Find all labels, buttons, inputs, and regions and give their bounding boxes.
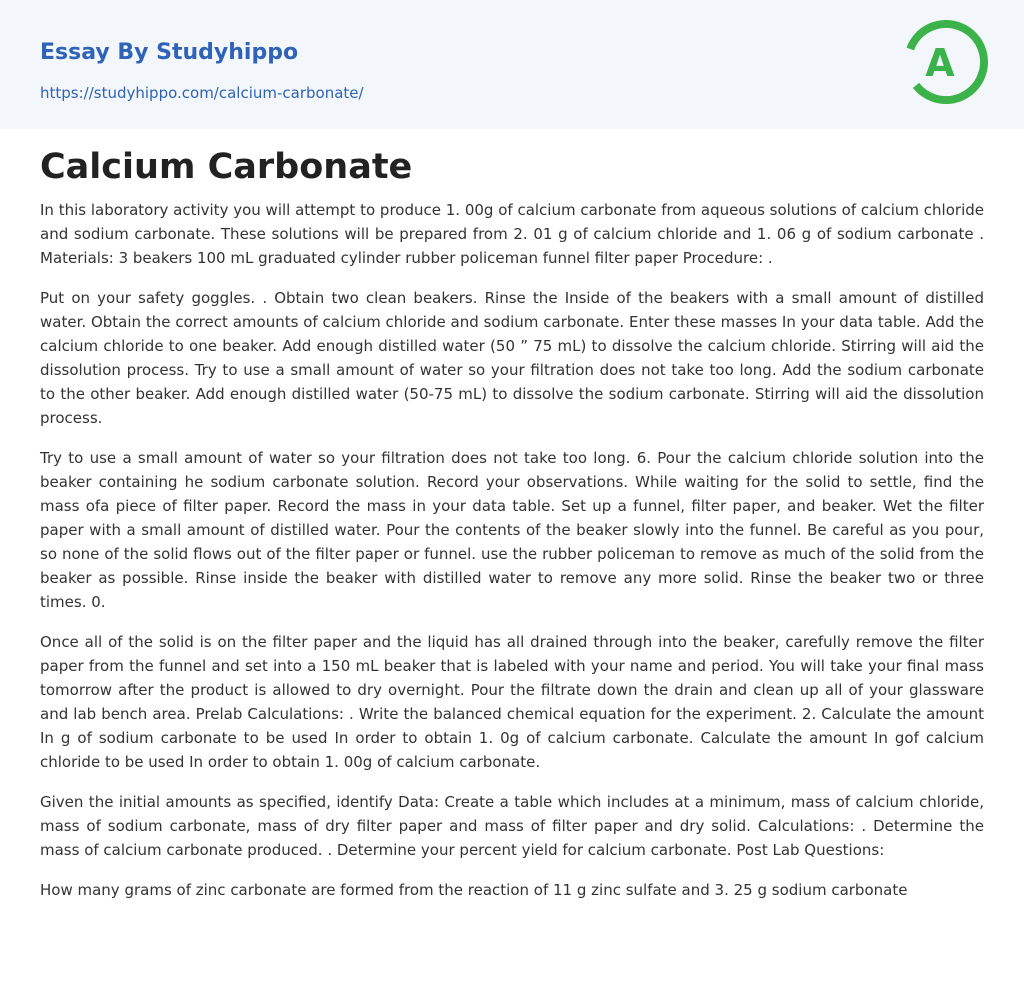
article-paragraph: Try to use a small amount of water so your filtration does not take too long. 6. Pour the calcium chloride solution into the beaker containing he sodium carbonate solution. Record your observations. While waiting for the solid to settle, find the mass ofa piece of filter paper. Record the mass in your data table. Set up a funnel, filter paper, and beaker. Wet the filter paper with a small amount of distilled water. Pour the contents of the beaker slowly into the funnel. Be careful as you pour, so none of the solid flows out of the filter paper or funnel. use the rubber policeman to remove as much of the solid from the beaker as possible. Rinse inside the beaker with distilled water to remove any more solid. Rinse the beaker two or three times. 0.: [40, 449, 984, 611]
studyhippo-logo[interactable]: [898, 14, 994, 110]
article-content: [40, 144, 984, 918]
page-title: Calcium Carbonate: [40, 147, 413, 187]
article-paragraph: Put on your safety goggles. . Obtain two clean beakers. Rinse the Inside of the beakers with a small amount of distilled water. Obtain the correct amounts of calcium chloride and sodium carbonate. Enter these masses In your data table. Add the calcium chloride to one beaker. Add enough distilled water (50 ” 75 mL) to dissolve the calcium chloride. Stirring will aid the dissolution process. Try to use a small amount of water so your filtration does not take too long. Add the sodium carbonate to the other beaker. Add enough distilled water (50-75 mL) to dissolve the sodium carbonate. Stirring will aid the dissolution process.: [40, 289, 984, 427]
logo-letter: A: [925, 41, 955, 85]
site-header: [0, 0, 1024, 129]
article-paragraph: How many grams of zinc carbonate are formed from the reaction of 11 g zinc sulfate and 3. 25 g sodium carbonate: [40, 881, 908, 899]
article-url-link[interactable]: https://studyhippo.com/calcium-carbonate/: [40, 84, 364, 102]
site-title[interactable]: Essay By Studyhippo: [40, 40, 299, 65]
article-paragraph: Once all of the solid is on the filter paper and the liquid has all drained through into the beaker, carefully remove the filter paper from the funnel and set into a 150 mL beaker that is labeled with your name and period. You will take your final mass tomorrow after the product is allowed to dry overnight. Pour the filtrate down the drain and clean up all of your glassware and lab bench area. Prelab Calculations: . Write the balanced chemical equation for the experiment. 2. Calculate the amount In g of sodium carbonate to be used In order to obtain 1. 0g of calcium carbonate. Calculate the amount In gof calcium chloride to be used In order to obtain 1. 00g of calcium carbonate.: [40, 633, 984, 771]
logo-ring-icon: [898, 14, 994, 110]
article-paragraph: In this laboratory activity you will attempt to produce 1. 00g of calcium carbonate from aqueous solutions of calcium chloride and sodium carbonate. These solutions will be prepared from 2. 01 g of calcium chloride and 1. 06 g of sodium carbonate . Materials: 3 beakers 100 mL graduated cylinder rubber policeman funnel filter paper Procedure: .: [40, 201, 984, 267]
article-paragraph: Given the initial amounts as specified, identify Data: Create a table which includes at a minimum, mass of calcium chloride, mass of sodium carbonate, mass of dry filter paper and mass of filter paper and dry solid. Calculations: . Determine the mass of calcium carbonate produced. . Determine your percent yield for calcium carbonate. Post Lab Questions:: [40, 793, 984, 859]
